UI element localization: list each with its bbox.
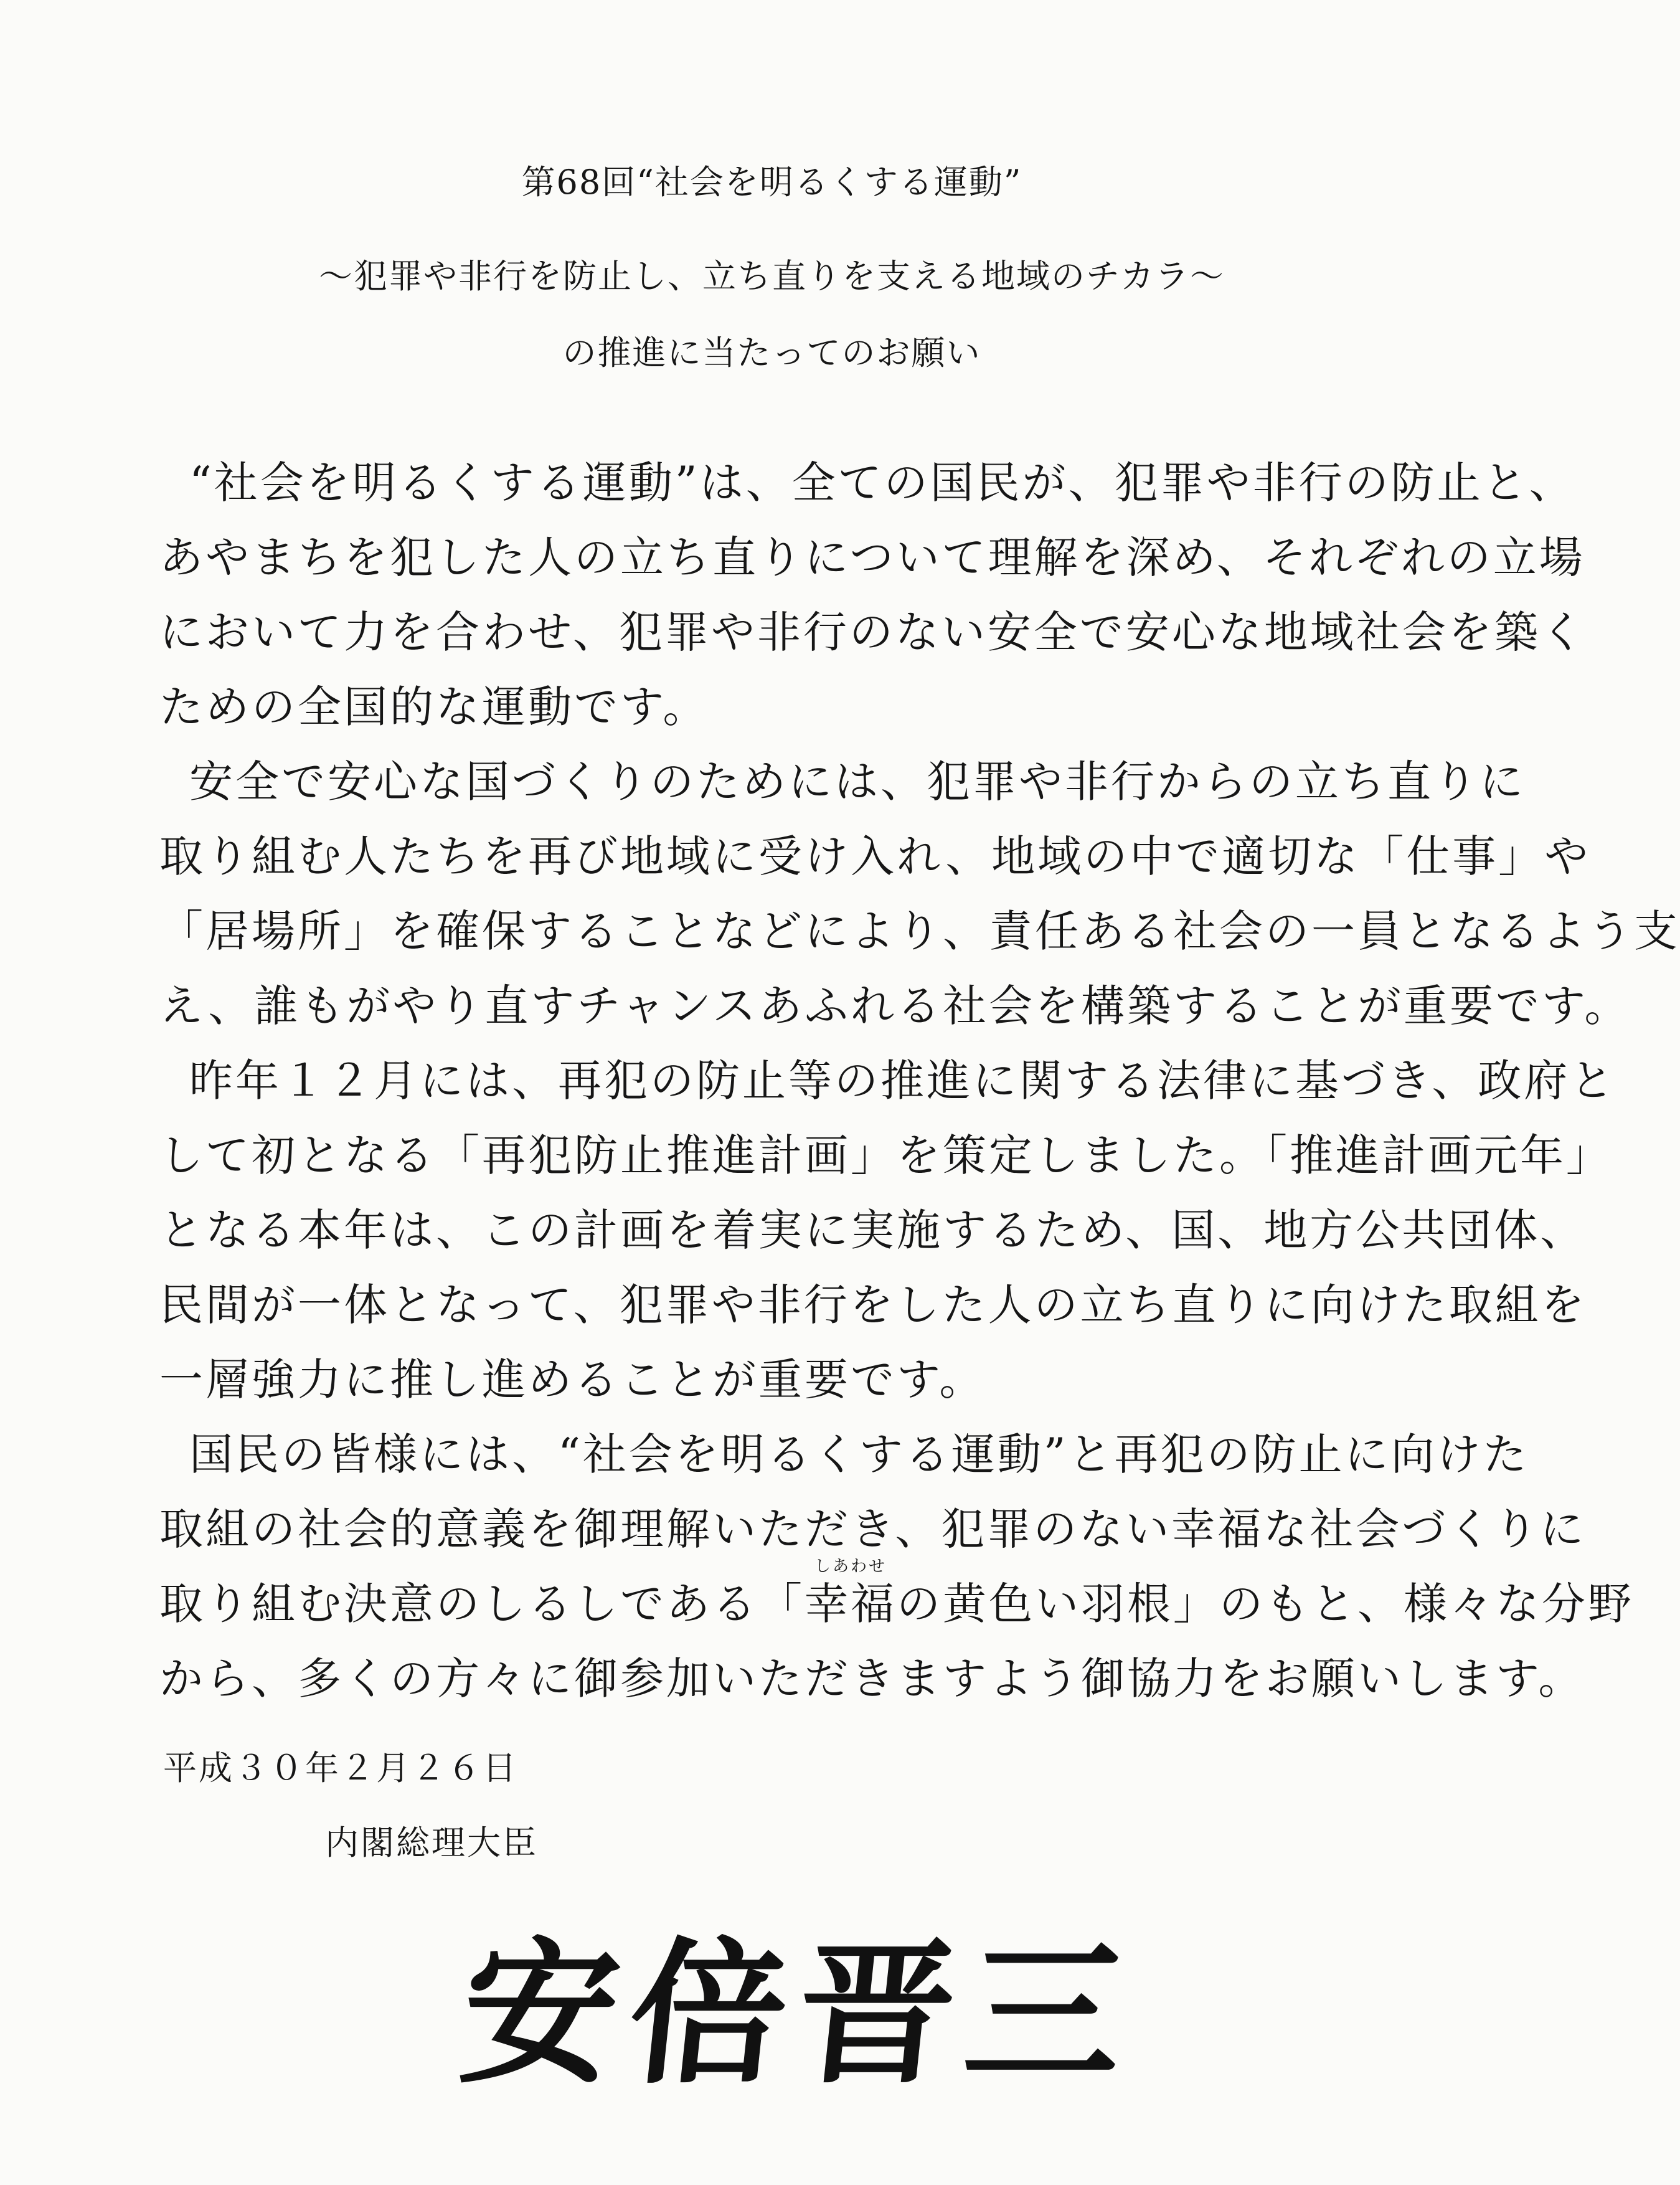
body-line: 一層強力に推し進めることが重要です。 bbox=[159, 1354, 986, 1405]
body-line: え、誰もがやり直すチャンスあふれる社会を構築することが重要です。 bbox=[159, 980, 1631, 1031]
body-line: 国民の皆様には、“社会を明るくする運動”と再犯の防止に向けた bbox=[189, 1429, 1529, 1480]
date: 平成３０年２月２６日 bbox=[163, 1748, 518, 1788]
ruby-reading: しあわせ bbox=[814, 1557, 887, 1576]
body-line: “社会を明るくする運動”は、全ての国民が、犯罪や非行の防止と、 bbox=[189, 457, 1575, 508]
body-line-pre: 取り組む決意のしるしである「 bbox=[159, 1578, 805, 1629]
title-line-1: 第68回“社会を明るくする運動” bbox=[521, 163, 1022, 202]
signature-text: 安倍晋三 bbox=[453, 1922, 1145, 2105]
ruby-base: 幸福 bbox=[805, 1578, 897, 1629]
body-line: 取組の社会的意義を御理解いただき、犯罪のない幸福な社会づくりに bbox=[159, 1504, 1587, 1555]
signatory-title: 内閣総理大臣 bbox=[325, 1823, 538, 1862]
body-line: して初となる「再犯防止推進計画」を策定しました。「推進計画元年」 bbox=[159, 1130, 1612, 1181]
signature bbox=[453, 1912, 1145, 2105]
body-line: ための全国的な運動です。 bbox=[159, 681, 709, 732]
body-line: 昨年１２月には、再犯の防止等の推進に関する法律に基づき、政府と bbox=[189, 1055, 1616, 1106]
ruby-word bbox=[805, 1557, 897, 1629]
body-line-post: の黄色い羽根」のもと、様々な分野 bbox=[897, 1578, 1634, 1629]
body-line: において力を合わせ、犯罪や非行のない安全で安心な地域社会を築く bbox=[159, 607, 1587, 658]
title-line-2: ～犯罪や非行を防止し、立ち直りを支える地域のチカラ～ bbox=[319, 257, 1225, 296]
body-line: 安全で安心な国づくりのためには、犯罪や非行からの立ち直りに bbox=[189, 756, 1526, 807]
body-line: となる本年は、この計画を着実に実施するため、国、地方公共団体、 bbox=[159, 1205, 1587, 1256]
body-line: 取り組む人たちを再び地域に受け入れ、地域の中で適切な「仕事」や bbox=[159, 831, 1591, 882]
body-line: あやまちを犯した人の立ち直りについて理解を深め、それぞれの立場 bbox=[159, 532, 1585, 583]
body-line: 民間が一体となって、犯罪や非行をした人の立ち直りに向けた取組を bbox=[159, 1279, 1587, 1330]
title-line-3: の推進に当たってのお願い bbox=[562, 333, 981, 372]
body-line: 「居場所」を確保することなどにより、責任ある社会の一員となるよう支 bbox=[159, 906, 1680, 957]
body-line: から、多くの方々に御参加いただきますよう御協力をお願いします。 bbox=[159, 1653, 1585, 1704]
body-line-with-ruby bbox=[159, 1557, 1634, 1629]
